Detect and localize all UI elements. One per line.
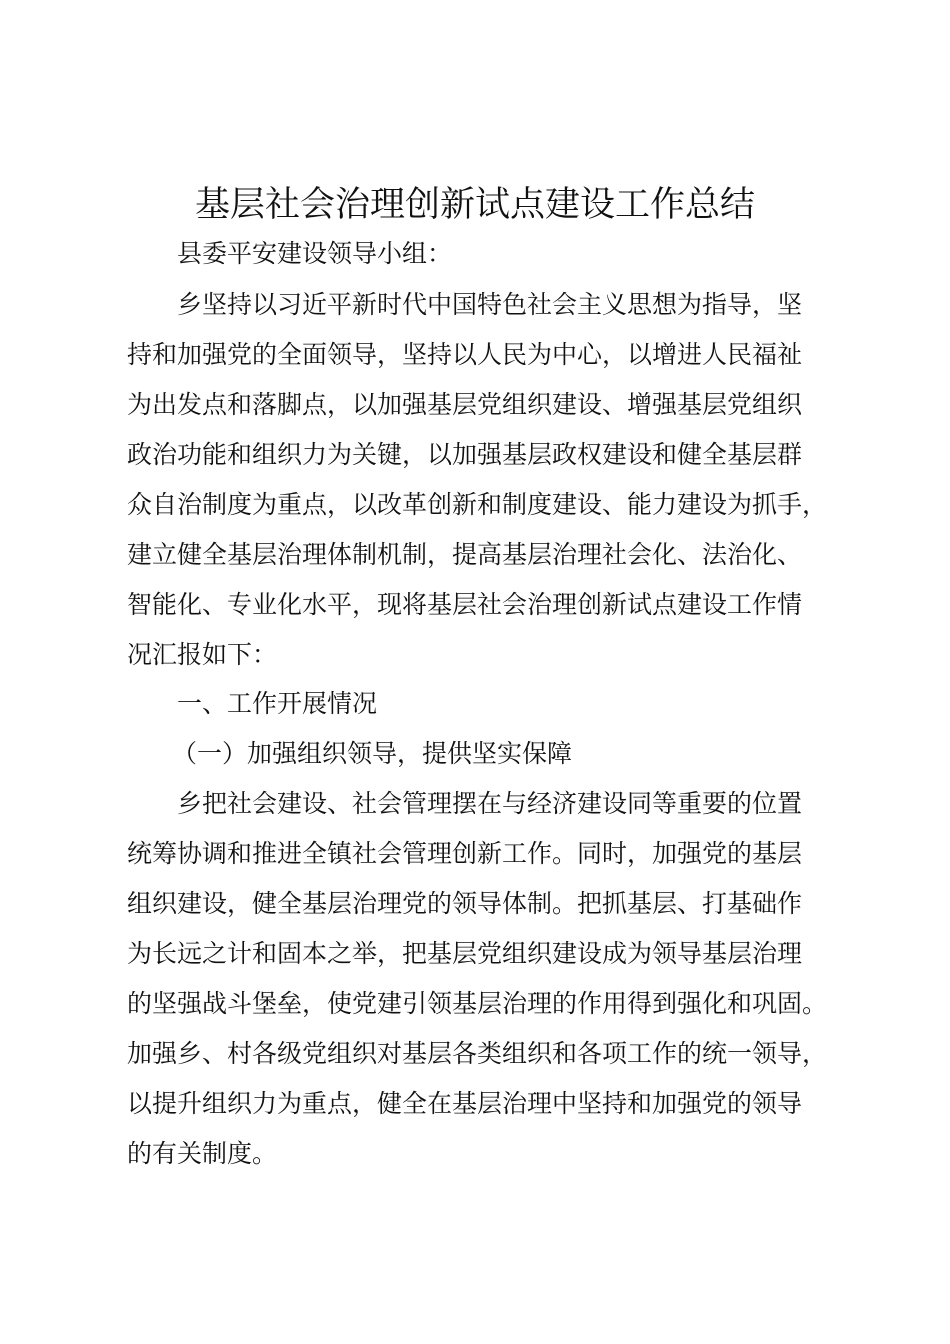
paragraph-2-line-8: 的有关制度。 bbox=[127, 1139, 278, 1168]
document-title: 基层社会治理创新试点建设工作总结 bbox=[194, 185, 755, 225]
paragraph-2-line-4: 为长远之计和固本之举，把基层党组织建设成为领导基层治理 bbox=[127, 939, 803, 968]
subsection-1-heading: （一）加强组织领导，提供坚实保障 bbox=[172, 739, 573, 768]
paragraph-2-line-2: 统筹协调和推进全镇社会管理创新工作。同时，加强党的基层 bbox=[127, 839, 803, 868]
paragraph-1-line-6: 建立健全基层治理体制机制，提高基层治理社会化、法治化、 bbox=[127, 540, 803, 569]
paragraph-2-line-5: 的坚强战斗堡垒，使党建引领基层治理的作用得到强化和巩固。 bbox=[127, 989, 828, 1018]
paragraph-2-line-3: 组织建设，健全基层治理党的领导体制。把抓基层、打基础作 bbox=[127, 889, 803, 918]
paragraph-1-line-4: 政治功能和组织力为关键，以加强基层政权建设和健全基层群 bbox=[127, 440, 803, 469]
paragraph-1-line-7: 智能化、专业化水平，现将基层社会治理创新试点建设工作情 bbox=[127, 590, 803, 619]
paragraph-1-line-5: 众自治制度为重点，以改革创新和制度建设、能力建设为抓手， bbox=[127, 490, 828, 519]
paragraph-1-line-3: 为出发点和落脚点，以加强基层党组织建设、增强基层党组织 bbox=[127, 390, 803, 419]
paragraph-1-line-1: 乡坚持以习近平新时代中国特色社会主义思想为指导，坚 bbox=[177, 290, 803, 319]
paragraph-2-line-6: 加强乡、村各级党组织对基层各类组织和各项工作的统一领导， bbox=[127, 1039, 828, 1068]
paragraph-2-line-1: 乡把社会建设、社会管理摆在与经济建设同等重要的位置 bbox=[177, 789, 803, 818]
paragraph-2-line-7: 以提升组织力为重点，健全在基层治理中坚持和加强党的领导 bbox=[127, 1089, 803, 1118]
salutation: 县委平安建设领导小组： bbox=[177, 239, 453, 268]
section-1-heading: 一、工作开展情况 bbox=[177, 689, 378, 718]
paragraph-1-line-8: 况汇报如下： bbox=[127, 640, 278, 669]
paragraph-1-line-2: 持和加强党的全面领导，坚持以人民为中心，以增进人民福祉 bbox=[127, 340, 803, 369]
